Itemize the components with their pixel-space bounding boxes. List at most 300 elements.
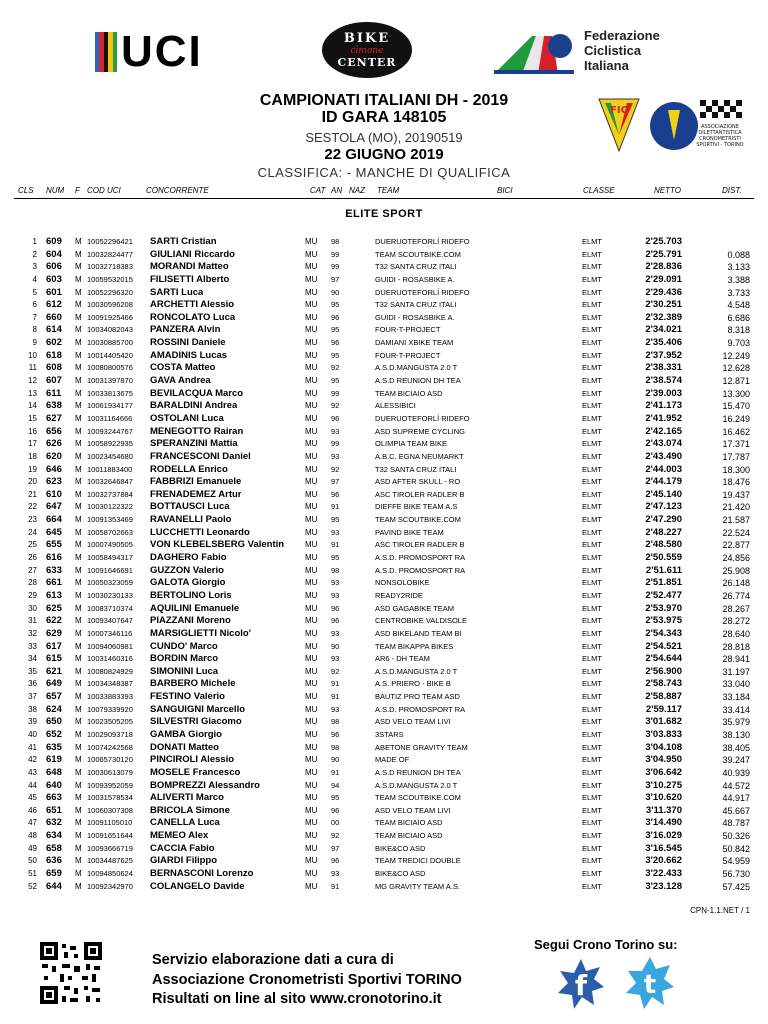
row-team: GUIDI - ROSASBIKE A. (375, 312, 455, 322)
row-sex: M (75, 439, 82, 449)
row-net-time: 2'43.074 (645, 438, 682, 450)
row-uci-code: 10093407647 (87, 616, 133, 626)
row-class: ELMT (582, 540, 603, 550)
row-class: ELMT (582, 881, 603, 891)
row-position: 13 (28, 388, 37, 398)
row-uci-code: 10031460316 (87, 654, 133, 664)
row-position: 49 (28, 843, 37, 853)
row-category: MU (305, 464, 318, 474)
row-bib-number: 618 (46, 349, 62, 361)
row-position: 10 (28, 350, 37, 360)
row-category: MU (305, 287, 318, 297)
row-bib-number: 615 (46, 653, 62, 665)
col-concorrente: CONCORRENTE (146, 186, 209, 195)
row-gap: 33.414 (722, 704, 750, 715)
row-bib-number: 648 (46, 766, 62, 778)
table-row (0, 754, 768, 767)
row-birth-year: 97 (331, 843, 340, 853)
row-bib-number: 617 (46, 640, 62, 652)
table-row (0, 590, 768, 603)
row-position: 40 (28, 729, 37, 739)
row-position: 33 (28, 641, 37, 651)
row-bib-number: 612 (46, 299, 62, 311)
col-f: F (75, 186, 80, 195)
row-birth-year: 93 (331, 704, 340, 714)
row-gap: 9.703 (727, 338, 750, 349)
row-uci-code: 10034082043 (87, 325, 133, 335)
row-uci-code: 10058922935 (87, 439, 133, 449)
row-team: TEAM SCOUTBIKE.COM (375, 515, 461, 525)
row-birth-year: 91 (331, 540, 340, 550)
row-class: ELMT (582, 818, 603, 828)
row-sex: M (75, 565, 82, 575)
row-class: ELMT (582, 742, 603, 752)
row-uci-code: 10033813675 (87, 388, 133, 398)
row-net-time: 2'25.703 (645, 236, 682, 247)
row-net-time: 2'44.003 (645, 463, 682, 475)
row-birth-year: 97 (331, 477, 340, 487)
row-team: TEAM TREDICI DOUBLE (375, 856, 461, 866)
row-net-time: 2'38.574 (645, 375, 682, 387)
row-sex: M (75, 704, 82, 714)
row-uci-code: 10032737884 (87, 489, 133, 499)
row-gap: 0.088 (727, 249, 750, 260)
row-team: A.S.D.MANGUSTA 2.0 T (375, 780, 458, 790)
svg-text:t: t (643, 970, 657, 1000)
row-birth-year: 93 (331, 628, 340, 638)
row-birth-year: 93 (331, 869, 340, 879)
row-class: ELMT (582, 654, 603, 664)
row-category: MU (305, 654, 318, 664)
row-gap: 18.476 (722, 477, 750, 488)
row-birth-year: 96 (331, 856, 340, 866)
row-class: ELMT (582, 451, 603, 461)
row-team: TEAM SCOUTBIKE.COM (375, 793, 461, 803)
row-class: ELMT (582, 464, 603, 474)
row-uci-code: 10034348387 (87, 679, 133, 689)
table-row (0, 274, 768, 287)
row-class: ELMT (582, 426, 603, 436)
row-rider-name: GALOTA Giorgio (150, 577, 226, 589)
row-category: MU (305, 376, 318, 386)
row-category: MU (305, 793, 318, 803)
row-net-time: 2'54.343 (645, 627, 682, 639)
table-row (0, 742, 768, 755)
twitter-icon[interactable] (624, 955, 676, 1011)
row-sex: M (75, 376, 82, 386)
row-net-time: 3'01.682 (645, 716, 682, 728)
table-row (0, 527, 768, 540)
rainbow-stripes-icon (95, 32, 117, 72)
row-gap: 57.425 (722, 881, 750, 892)
row-net-time: 2'48.227 (645, 526, 682, 538)
row-position: 46 (28, 805, 37, 815)
row-net-time: 2'44.179 (645, 476, 682, 488)
row-class: ELMT (582, 300, 603, 310)
row-birth-year: 99 (331, 249, 340, 259)
row-sex: M (75, 881, 82, 891)
row-gap: 38.130 (722, 729, 750, 740)
row-bib-number: 616 (46, 552, 62, 564)
row-birth-year: 94 (331, 780, 340, 790)
row-team: PAVIND BIKE TEAM (375, 527, 444, 537)
row-team: A.S.D. PROMOSPORT RA (375, 565, 466, 575)
row-sex: M (75, 679, 82, 689)
row-birth-year: 95 (331, 350, 340, 360)
row-gap: 38.405 (722, 742, 750, 753)
row-class: ELMT (582, 831, 603, 841)
row-bib-number: 640 (46, 779, 62, 791)
row-position: 16 (28, 426, 37, 436)
row-bib-number: 607 (46, 375, 62, 387)
row-gap: 44.917 (722, 793, 750, 804)
row-category: MU (305, 274, 318, 284)
row-rider-name: AQUILINI Emanuele (150, 602, 240, 614)
row-team: ASC TIROLER RADLER B (375, 489, 465, 499)
table-row (0, 287, 768, 300)
col-cat: CAT (310, 186, 326, 195)
fci-flag-icon (492, 30, 580, 76)
row-uci-code: 10065730120 (87, 755, 133, 765)
row-rider-name: BOTTAUSCI Luca (150, 501, 230, 513)
row-rider-name: PIAZZANI Moreno (150, 615, 231, 627)
row-gap: 3.733 (727, 287, 750, 298)
row-position: 45 (28, 793, 37, 803)
row-sex: M (75, 805, 82, 815)
row-team: A.S.D REUNION DH TEA (375, 376, 461, 386)
row-uci-code: 10091105010 (87, 818, 133, 828)
col-team: TEAM (377, 186, 400, 195)
row-birth-year: 90 (331, 287, 340, 297)
row-sex: M (75, 477, 82, 487)
row-bib-number: 610 (46, 488, 62, 500)
row-gap: 21.420 (722, 502, 750, 513)
row-uci-code: 10033883393 (87, 692, 133, 702)
service-credits: Servizio elaborazione dati a cura di Associazione Cronometristi Sportivi TORINO Risultati on line al sito www.cronotorino.it (152, 951, 462, 1010)
row-net-time: 2'39.003 (645, 387, 682, 399)
row-gap: 33.040 (722, 679, 750, 690)
row-gap: 50.842 (722, 843, 750, 854)
row-net-time: 3'16.545 (645, 842, 682, 854)
row-class: ELMT (582, 237, 603, 246)
svg-text:SPORTIVI - TORINO: SPORTIVI - TORINO (696, 142, 744, 148)
row-position: 23 (28, 515, 37, 525)
row-net-time: 3'04.108 (645, 741, 682, 753)
row-net-time: 3'23.128 (645, 880, 682, 892)
row-sex: M (75, 300, 82, 310)
row-team: MG GRAVITY TEAM A.S. (375, 881, 461, 891)
table-row (0, 830, 768, 843)
row-position: 50 (28, 856, 37, 866)
row-birth-year: 98 (331, 565, 340, 575)
svg-text:FIC: FIC (610, 105, 628, 116)
row-net-time: 3'04.950 (645, 754, 682, 766)
row-bib-number: 623 (46, 476, 62, 488)
row-rider-name: SANGUIGNI Marcello (150, 703, 246, 715)
row-birth-year: 91 (331, 767, 340, 777)
row-team: DUERUOTEFORLÍ RIDEFO (375, 413, 470, 423)
row-rider-name: ALIVERTI Marco (150, 792, 224, 804)
row-net-time: 2'54.644 (645, 653, 682, 665)
row-gap: 33.184 (722, 692, 750, 703)
row-team: MADE OF (375, 755, 410, 765)
row-category: MU (305, 856, 318, 866)
row-class: ELMT (582, 502, 603, 512)
row-bib-number: 647 (46, 501, 62, 513)
row-bib-number: 601 (46, 286, 62, 298)
row-birth-year: 96 (331, 489, 340, 499)
table-row (0, 539, 768, 552)
row-class: ELMT (582, 805, 603, 815)
row-category: MU (305, 388, 318, 398)
row-rider-name: BEVILACQUA Marco (150, 387, 244, 399)
row-position: 5 (32, 287, 37, 297)
table-row (0, 388, 768, 401)
row-category: MU (305, 527, 318, 537)
row-net-time: 3'20.662 (645, 855, 682, 867)
row-position: 22 (28, 502, 37, 512)
row-gap: 26.774 (722, 590, 750, 601)
race-place: SESTOLA (MO), 20190519 (305, 130, 463, 145)
row-sex: M (75, 578, 82, 588)
row-position: 38 (28, 704, 37, 714)
row-team: A.S. PRIERO - BIKE B (375, 679, 451, 689)
row-position: 31 (28, 616, 37, 626)
row-position: 35 (28, 666, 37, 676)
row-class: ELMT (582, 641, 603, 651)
row-bib-number: 634 (46, 830, 62, 842)
row-uci-code: 10030596208 (87, 300, 133, 310)
row-rider-name: GIULIANI Riccardo (150, 248, 235, 260)
row-rider-name: MEMEO Alex (150, 830, 209, 842)
table-row (0, 868, 768, 881)
table-row (0, 565, 768, 578)
table-row (0, 641, 768, 654)
row-sex: M (75, 603, 82, 613)
row-sex: M (75, 401, 82, 411)
row-sex: M (75, 831, 82, 841)
category-title: ELITE SPORT (345, 208, 423, 220)
row-net-time: 3'22.433 (645, 868, 682, 880)
row-uci-code: 10023454680 (87, 451, 133, 461)
row-rider-name: COLANGELO Davide (150, 880, 245, 892)
row-birth-year: 96 (331, 338, 340, 348)
row-birth-year: 96 (331, 413, 340, 423)
row-position: 1 (32, 237, 37, 246)
row-sex: M (75, 780, 82, 790)
row-uci-code: 10031164666 (87, 413, 133, 423)
row-gap: 28.818 (722, 641, 750, 652)
row-bib-number: 655 (46, 539, 62, 551)
row-bib-number: 660 (46, 311, 62, 323)
row-category: MU (305, 439, 318, 449)
row-gap: 22.524 (722, 527, 750, 538)
row-sex: M (75, 540, 82, 550)
row-net-time: 3'03.833 (645, 728, 682, 740)
row-team: ASC TIROLER RADLER B (375, 540, 465, 550)
row-category: MU (305, 692, 318, 702)
row-gap: 4.548 (727, 300, 750, 311)
row-birth-year: 96 (331, 729, 340, 739)
row-bib-number: 656 (46, 425, 62, 437)
row-category: MU (305, 767, 318, 777)
results-table (0, 236, 768, 893)
row-net-time: 3'11.370 (645, 804, 682, 816)
row-category: MU (305, 818, 318, 828)
col-dist: DIST. (722, 186, 742, 195)
row-class: ELMT (582, 767, 603, 777)
row-birth-year: 92 (331, 401, 340, 411)
row-rider-name: FRANCESCONI Daniel (150, 450, 251, 462)
row-sex: M (75, 692, 82, 702)
row-birth-year: 96 (331, 805, 340, 815)
row-gap: 18.300 (722, 464, 750, 475)
row-team: T32 SANTA CRUZ ITALI (375, 464, 457, 474)
row-class: ELMT (582, 793, 603, 803)
row-position: 17 (28, 439, 37, 449)
svg-text:CRONOMETRISTI: CRONOMETRISTI (699, 136, 741, 142)
row-uci-code: 10030613079 (87, 767, 133, 777)
row-class: ELMT (582, 666, 603, 676)
row-sex: M (75, 616, 82, 626)
row-sex: M (75, 856, 82, 866)
row-net-time: 2'38.331 (645, 362, 682, 374)
row-birth-year: 93 (331, 426, 340, 436)
row-sex: M (75, 641, 82, 651)
row-net-time: 2'28.836 (645, 261, 682, 273)
row-category: MU (305, 413, 318, 423)
row-gap: 48.787 (722, 818, 750, 829)
col-classe: CLASSE (583, 186, 615, 195)
row-bib-number: 621 (46, 665, 62, 677)
row-bib-number: 638 (46, 400, 62, 412)
row-rider-name: SILVESTRI Giacomo (150, 716, 242, 728)
row-team: ASD SUPREME CYCLING (375, 426, 466, 436)
row-sex: M (75, 869, 82, 879)
row-sex: M (75, 515, 82, 525)
row-class: ELMT (582, 249, 603, 259)
row-gap: 28.640 (722, 628, 750, 639)
row-category: MU (305, 262, 318, 272)
row-birth-year: 90 (331, 641, 340, 651)
row-rider-name: VON KLEBELSBERG Valentin (150, 539, 285, 551)
row-bib-number: 626 (46, 438, 62, 450)
row-category: MU (305, 300, 318, 310)
row-rider-name: BERTOLINO Loris (150, 589, 232, 601)
table-row (0, 464, 768, 477)
row-rider-name: CUNDO' Marco (150, 640, 218, 652)
row-net-time: 3'16.029 (645, 830, 682, 842)
row-bib-number: 629 (46, 627, 62, 639)
table-row (0, 729, 768, 742)
row-uci-code: 10030885700 (87, 338, 133, 348)
row-category: MU (305, 489, 318, 499)
table-row (0, 805, 768, 818)
row-team: A.S.D. PROMOSPORT RA (375, 553, 466, 563)
row-bib-number: 625 (46, 602, 62, 614)
row-birth-year: 96 (331, 603, 340, 613)
row-uci-code: 10007490505 (87, 540, 133, 550)
row-uci-code: 10058494317 (87, 553, 133, 563)
table-row (0, 324, 768, 337)
row-team: TEAM BIKAPPA BIKES (375, 641, 454, 651)
row-position: 44 (28, 780, 37, 790)
row-net-time: 2'41.173 (645, 400, 682, 412)
row-position: 6 (32, 300, 37, 310)
row-rider-name: BORDIN Marco (150, 653, 219, 665)
row-bib-number: 661 (46, 577, 62, 589)
row-class: ELMT (582, 679, 603, 689)
row-category: MU (305, 249, 318, 259)
row-uci-code: 10092342970 (87, 881, 133, 891)
facebook-icon[interactable] (556, 957, 606, 1011)
row-class: ELMT (582, 287, 603, 297)
row-rider-name: DAGHERO Fabio (150, 552, 227, 564)
row-gap: 39.247 (722, 755, 750, 766)
col-naz: NAZ (349, 186, 365, 195)
row-sex: M (75, 312, 82, 322)
row-class: ELMT (582, 729, 603, 739)
championship-title: CAMPIONATI ITALIANI DH - 2019 (259, 92, 509, 109)
table-row (0, 615, 768, 628)
row-position: 14 (28, 401, 37, 411)
row-class: ELMT (582, 590, 603, 600)
row-uci-code: 10032718383 (87, 262, 133, 272)
uci-logo-text: UCI (121, 27, 203, 76)
row-category: MU (305, 869, 318, 879)
row-sex: M (75, 325, 82, 335)
row-sex: M (75, 249, 82, 259)
row-sex: M (75, 464, 82, 474)
row-category: MU (305, 780, 318, 790)
col-cod-uci: COD UCI (87, 186, 121, 195)
table-row (0, 792, 768, 805)
col-bici: BICI (497, 186, 513, 195)
row-sex: M (75, 767, 82, 777)
row-rider-name: FRENADEMEZ Artur (150, 488, 242, 500)
row-net-time: 2'30.251 (645, 299, 682, 311)
row-bib-number: 604 (46, 248, 62, 260)
row-sex: M (75, 451, 82, 461)
row-sex: M (75, 818, 82, 828)
row-bib-number: 658 (46, 842, 62, 854)
row-team: ASD GAGABIKE TEAM (375, 603, 455, 613)
row-class: ELMT (582, 578, 603, 588)
row-category: MU (305, 451, 318, 461)
row-uci-code: 10031578534 (87, 793, 133, 803)
table-row (0, 691, 768, 704)
table-row (0, 855, 768, 868)
row-team: FOUR-T-PROJECT (375, 350, 441, 360)
row-team: NONSOLOBIKE (375, 578, 430, 588)
row-gap: 26.148 (722, 578, 750, 589)
row-gap: 3.388 (727, 274, 750, 285)
row-rider-name: OSTOLANI Luca (150, 412, 224, 424)
row-team: TEAM BICIAIO ASD (375, 818, 443, 828)
col-num: NUM (46, 186, 65, 195)
row-gap: 44.572 (722, 780, 750, 791)
row-uci-code: 10029093718 (87, 729, 133, 739)
row-category: MU (305, 515, 318, 525)
row-position: 48 (28, 831, 37, 841)
row-rider-name: BARBERO Michele (150, 678, 236, 690)
row-sex: M (75, 363, 82, 373)
row-category: MU (305, 881, 318, 891)
row-net-time: 2'32.389 (645, 311, 682, 323)
row-rider-name: FESTINO Valerio (150, 691, 225, 703)
results-online-link[interactable]: Risultati on line al sito www.cronotorino.it (152, 991, 442, 1007)
row-category: MU (305, 679, 318, 689)
